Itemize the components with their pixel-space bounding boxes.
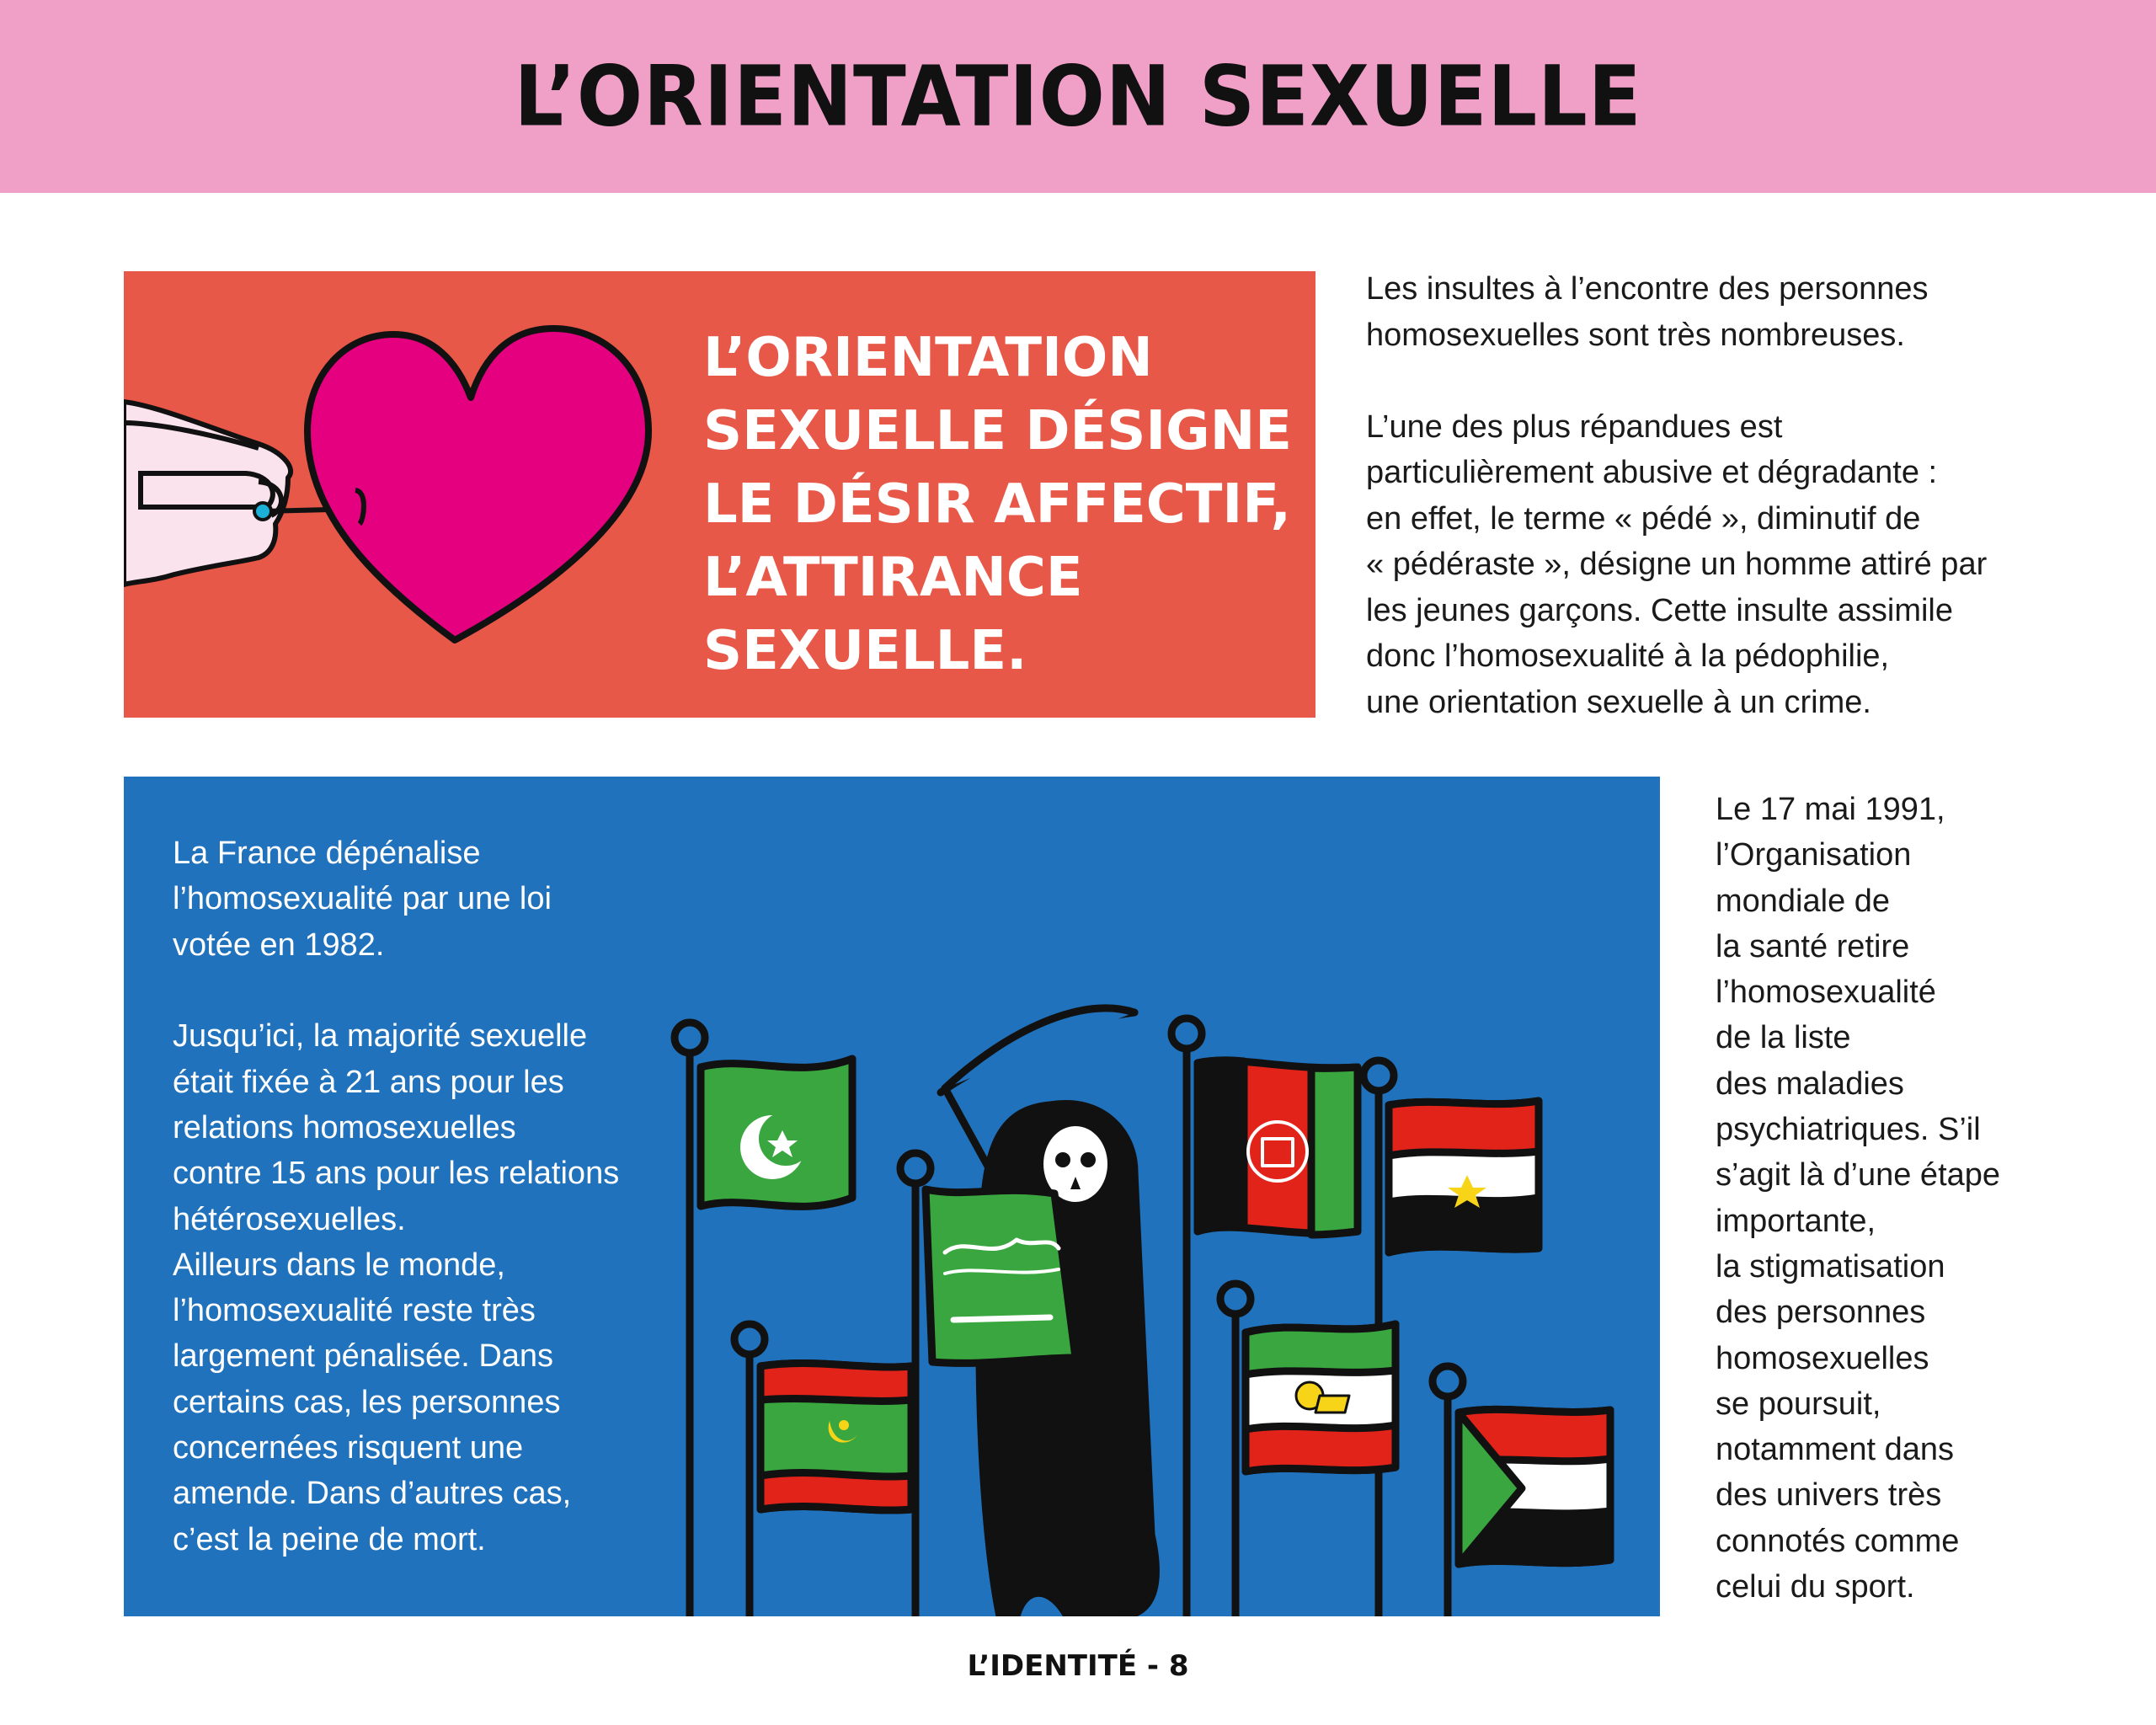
text-line: Jusqu’ici, la majorité sexuelle — [173, 1018, 588, 1055]
highlight-box — [124, 271, 1315, 718]
text-line: largement pénalisée. Dans — [173, 1338, 554, 1375]
flag-green-shahada-icon — [926, 1189, 1075, 1363]
text-line: se poursuit, — [1716, 1386, 1881, 1422]
text-line: relations homosexuelles — [173, 1109, 516, 1146]
text-line: psychiatriques. S’il — [1716, 1112, 1981, 1148]
flag-iran-lion-icon — [1246, 1324, 1396, 1471]
text-line: la santé retire — [1716, 928, 1910, 964]
text-line: des maladies — [1716, 1065, 1904, 1102]
flag-egypt-icon — [1389, 1101, 1539, 1252]
text-line: l’homosexualité reste très — [173, 1293, 536, 1329]
page-title: L’ORIENTATION SEXUELLE — [514, 47, 1642, 146]
quote-line: LE DÉSIR AFFECTIF, — [703, 473, 1291, 536]
flag-sudan-icon — [1459, 1409, 1610, 1564]
quote-line: SEXUELLE DÉSIGNE — [703, 400, 1292, 462]
flag-mauritania-icon — [760, 1363, 911, 1510]
text-line: l’homosexualité — [1716, 975, 1936, 1011]
quote-line: L’ORIENTATION — [703, 327, 1153, 389]
text-line: des personnes — [1716, 1295, 1926, 1331]
flags-reaper-illustration — [124, 777, 1660, 1616]
text-line: l’homosexualité par une loi — [173, 881, 552, 917]
text-line: concernées risquent une — [173, 1430, 524, 1466]
text-line: connotés comme — [1716, 1523, 1960, 1559]
text-line: particulièrement abusive et dégradante : — [1366, 455, 1938, 490]
highlight-quote — [703, 322, 1293, 688]
text-line: Ailleurs dans le monde, — [173, 1247, 505, 1283]
text-line: la stigmatisation — [1716, 1248, 1945, 1284]
text-line: de la liste — [1716, 1020, 1851, 1056]
text-line: Le 17 mai 1991, — [1716, 792, 1945, 827]
quote-line: L’ATTIRANCE — [703, 547, 1083, 609]
text-line: importante, — [1716, 1203, 1876, 1239]
text-line: L’une des plus répandues est — [1366, 409, 1783, 445]
page-header — [0, 0, 2156, 193]
text-line: c’est la peine de mort. — [173, 1521, 486, 1557]
text-line: celui du sport. — [1716, 1569, 1915, 1605]
text-line: les jeunes garçons. Cette insulte assimile — [1366, 592, 1954, 628]
text-line: amende. Dans d’autres cas, — [173, 1476, 572, 1512]
text-line: Les insultes à l’encontre des personnes — [1366, 271, 1929, 307]
insults-paragraph — [1366, 266, 2124, 725]
text-line: notamment dans — [1716, 1432, 1955, 1468]
heart-icon — [307, 328, 648, 640]
text-line: donc l’homosexualité à la pédophilie, — [1366, 638, 1890, 674]
text-line: mondiale de — [1716, 883, 1891, 919]
text-line: contre 15 ans pour les relations — [173, 1156, 620, 1192]
page-footer: L’IDENTITÉ - 8 — [967, 1649, 1189, 1683]
text-line: La France dépénalise — [173, 836, 481, 871]
text-line: était fixée à 21 ans pour les — [173, 1064, 564, 1100]
quote-line: SEXUELLE. — [703, 620, 1027, 682]
text-line: homosexuelles sont très nombreuses. — [1366, 317, 1905, 353]
text-line: l’Organisation — [1716, 837, 1912, 873]
penalisation-box — [124, 777, 1660, 1616]
text-line: « pédéraste », désigne un homme attiré par — [1366, 547, 1988, 582]
text-line: une orientation sexuelle à un crime. — [1366, 684, 1871, 720]
text-line: s’agit là d’une étape — [1716, 1157, 2001, 1194]
text-line: hétérosexuelles. — [173, 1201, 406, 1237]
text-line: des univers très — [1716, 1477, 1942, 1514]
who-paragraph — [1716, 787, 2137, 1610]
text-line: homosexuelles — [1716, 1340, 1929, 1376]
heart-hand-illustration — [124, 271, 781, 718]
text-line: en effet, le terme « pédé », diminutif de — [1366, 500, 1921, 537]
flag-afghanistan-icon — [1198, 1060, 1358, 1235]
text-line: certains cas, les personnes — [173, 1384, 561, 1420]
text-line: votée en 1982. — [173, 927, 385, 963]
flag-green-crescent-icon — [701, 1059, 852, 1206]
